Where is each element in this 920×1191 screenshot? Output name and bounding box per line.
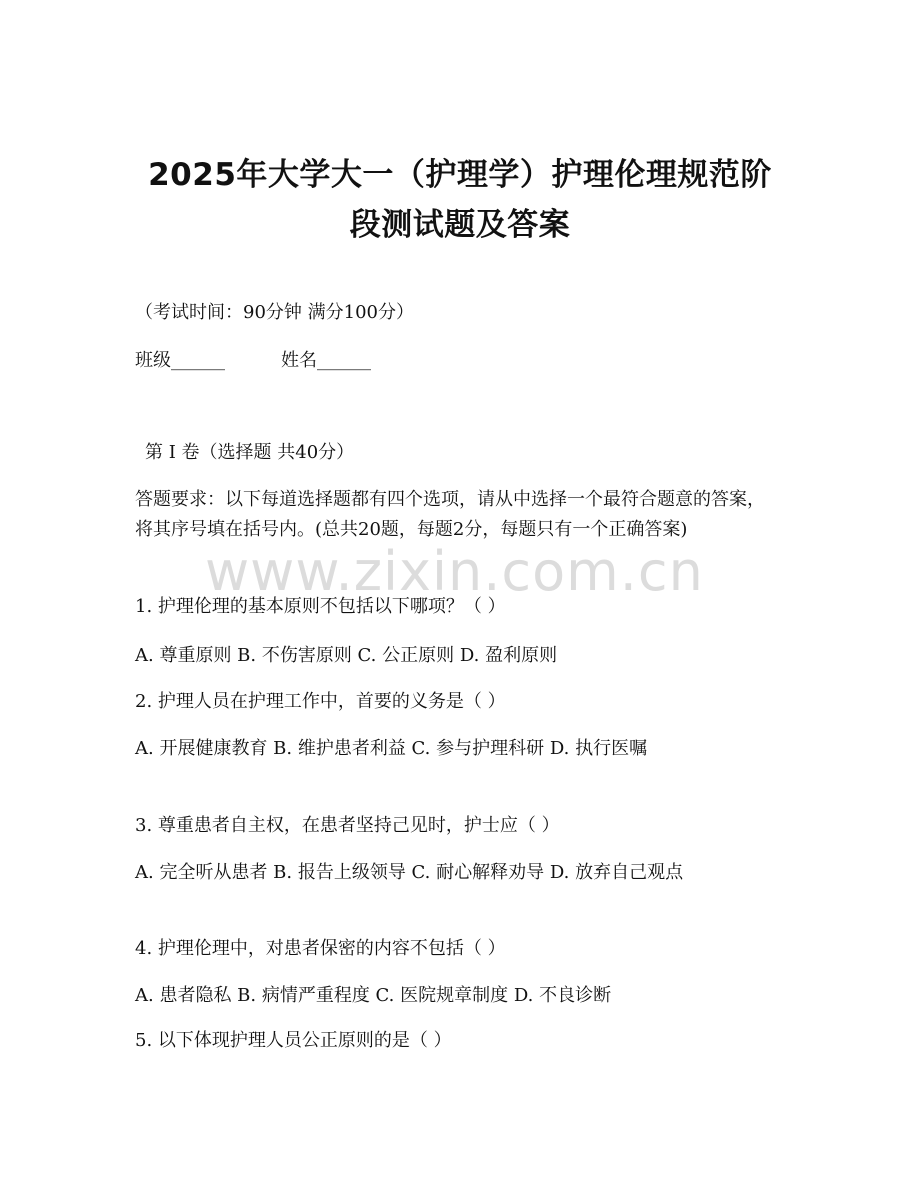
section-heading: 第 I 卷（选择题 共40分） [145, 442, 355, 463]
title-line-1: 2025年大学大一（护理学）护理伦理规范阶 [148, 157, 772, 193]
exam-info: （考试时间：90分钟 满分100分） [135, 302, 414, 323]
student-fields [135, 346, 775, 376]
site-watermark: www.zixin.com.cn [205, 540, 704, 603]
question-2-options: A. 开展健康教育 B. 维护患者利益 C. 参与护理科研 D. 执行医嘱 [135, 738, 648, 759]
question-3-stem: 3. 尊重患者自主权，在患者坚持己见时，护士应（ ） [135, 815, 560, 836]
name-field-label: 姓名______ [281, 350, 371, 371]
question-1-stem: 1. 护理伦理的基本原则不包括以下哪项？（ ） [135, 596, 506, 617]
question-5-stem: 5. 以下体现护理人员公正原则的是（ ） [135, 1030, 452, 1051]
question-3-options: A. 完全听从患者 B. 报告上级领导 C. 耐心解释劝导 D. 放弃自己观点 [135, 862, 684, 883]
title-line-2: 段测试题及答案 [349, 207, 571, 243]
class-field-label: 班级______ [135, 350, 225, 371]
answer-instructions: 答题要求：以下每道选择题都有四个选项，请从中选择一个最符合题意的答案，将其序号填在括号内。(总共20题，每题2分，每题只有一个正确答案) [135, 489, 765, 540]
question-4-stem: 4. 护理伦理中，对患者保密的内容不包括（ ） [135, 938, 506, 959]
question-2-stem: 2. 护理人员在护理工作中，首要的义务是（ ） [135, 691, 506, 712]
question-1-options: A. 尊重原则 B. 不伤害原则 C. 公正原则 D. 盈利原则 [135, 645, 558, 666]
document-title [110, 150, 810, 250]
question-4-options: A. 患者隐私 B. 病情严重程度 C. 医院规章制度 D. 不良诊断 [135, 985, 612, 1006]
